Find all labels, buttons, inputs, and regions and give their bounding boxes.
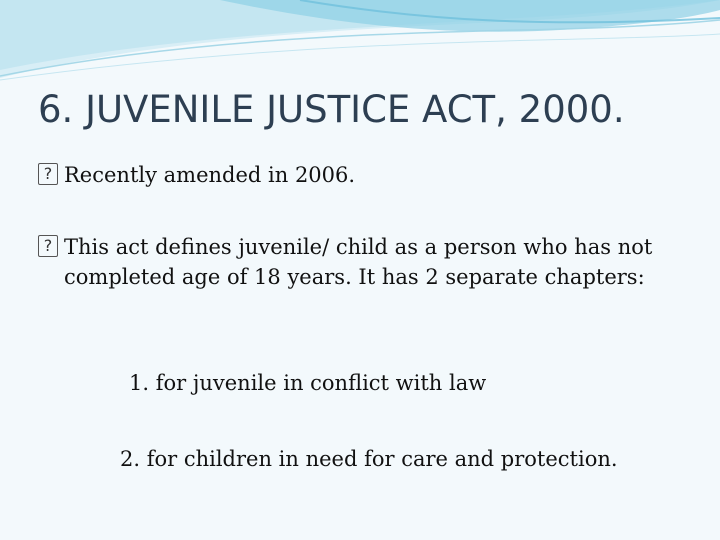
missing-glyph-icon: ? xyxy=(38,235,58,257)
bullet-text: This act defines juvenile/ child as a person who has not completed age of 18 years. It has 2 separate chapters: xyxy=(64,235,653,289)
sub-item-conflict-with-law: 1. for juvenile in conflict with law xyxy=(129,371,487,395)
missing-glyph-icon: ? xyxy=(38,163,58,185)
bullet-text: Recently amended in 2006. xyxy=(64,163,356,187)
sub-item-care-and-protection: 2. for children in need for care and protection. xyxy=(120,447,618,471)
slide-title: 6. JUVENILE JUSTICE ACT, 2000. xyxy=(38,88,625,131)
top-wave-decoration xyxy=(0,0,720,90)
bullet-recently-amended xyxy=(38,160,678,190)
bullet-definition xyxy=(38,232,678,292)
